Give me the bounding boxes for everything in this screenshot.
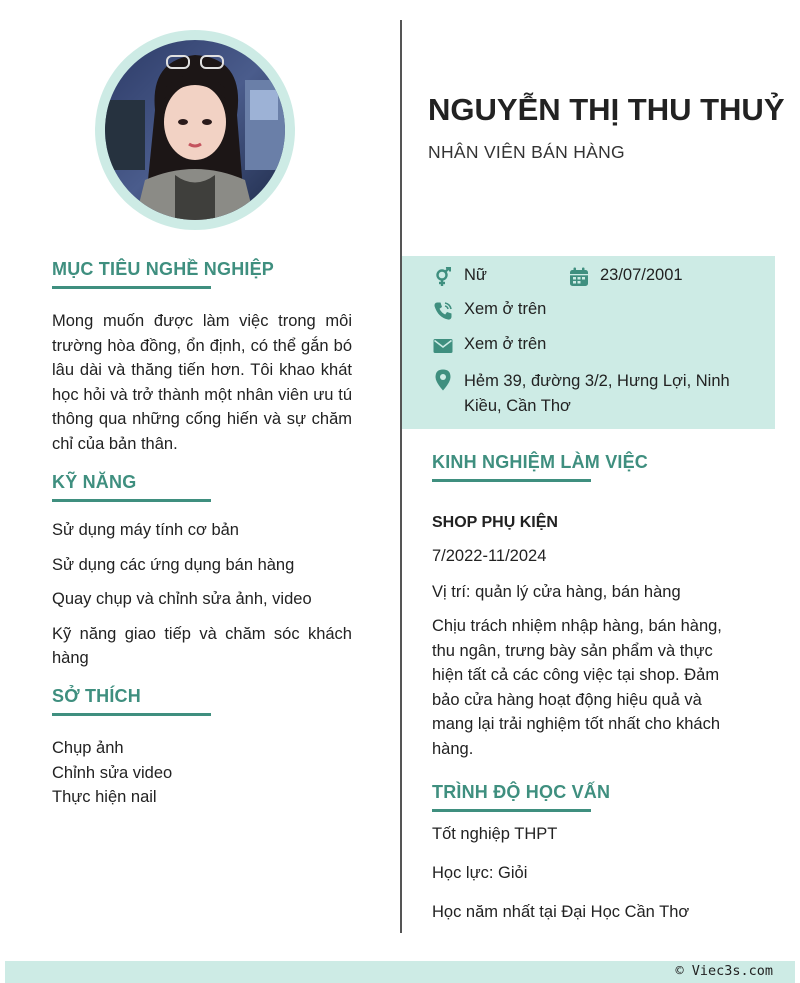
candidate-name: NGUYỄN THỊ THU THUỶ <box>428 92 785 127</box>
objective-section <box>52 259 352 456</box>
phone-row <box>432 300 546 322</box>
skill-item: Kỹ năng giao tiếp và chăm sóc khách hàng <box>52 624 352 667</box>
email-row <box>432 335 546 357</box>
hobby-item: Chỉnh sửa video <box>52 763 173 782</box>
hobby-item: Chụp ảnh <box>52 739 124 757</box>
education-item: Học lực: Giỏi <box>432 863 528 882</box>
phone-icon <box>432 300 454 322</box>
section-title: KỸ NĂNG <box>52 472 211 502</box>
avatar <box>105 40 285 220</box>
education-item: Học năm nhất tại Đại Học Cần Thơ <box>432 903 690 921</box>
section-title: SỞ THÍCH <box>52 686 211 716</box>
candidate-role: NHÂN VIÊN BÁN HÀNG <box>428 142 625 162</box>
footer-credit: © Viec3s.com <box>675 963 773 979</box>
email-icon <box>432 335 454 357</box>
phone-value: Xem ở trên <box>464 300 547 318</box>
objective-text: Mong muốn được làm việc trong môi trường hòa đồng, ổn định, có thể gắn bó lâu dài và thăng tiến hơn. Tôi khao khát học hỏi và trở thành một nhân viên ưu tú thông qua những cống hiến và sự chăm chỉ của bản thân. <box>52 312 352 453</box>
company-name: SHOP PHỤ KIỆN <box>432 514 558 531</box>
birthday-row <box>568 266 683 288</box>
job-description: Chịu trách nhiệm nhập hàng, bán hàng, thu ngân, trưng bày sản phẩm và thực hiện tất cả các công việc tại shop. Đảm bảo cửa hàng hoạt động hiệu quả và mang lại trải nghiệm tốt nhất cho khách hàng. <box>432 617 722 758</box>
address-line-1: Hẻm 39, đường 3/2, Hưng Lợi, Ninh <box>464 372 730 390</box>
section-title: KINH NGHIỆM LÀM VIỆC <box>432 452 591 482</box>
gender-row <box>432 266 487 288</box>
gender-value: Nữ <box>464 266 487 284</box>
address-line-2: Kiều, Cần Thơ <box>464 396 571 415</box>
gender-icon <box>432 266 454 288</box>
job-position: Vị trí: quản lý cửa hàng, bán hàng <box>432 582 681 601</box>
hobbies-section <box>52 686 352 810</box>
section-title: MỤC TIÊU NGHỀ NGHIỆP <box>52 259 211 289</box>
skills-section <box>52 472 352 680</box>
skill-item: Quay chụp và chỉnh sửa ảnh, video <box>52 590 312 608</box>
education-section <box>432 782 747 925</box>
hobby-item: Thực hiện nail <box>52 788 157 806</box>
address-row <box>432 369 730 418</box>
job-period: 7/2022-11/2024 <box>432 547 547 565</box>
location-icon <box>432 369 454 391</box>
section-title: TRÌNH ĐỘ HỌC VẤN <box>432 782 591 812</box>
skill-item: Sử dụng máy tính cơ bản <box>52 521 239 539</box>
calendar-icon <box>568 266 590 288</box>
contact-panel <box>402 256 775 429</box>
experience-section <box>432 452 747 761</box>
birthday-value: 23/07/2001 <box>600 266 683 284</box>
avatar-frame <box>95 30 295 230</box>
column-divider <box>400 20 402 933</box>
education-item: Tốt nghiệp THPT <box>432 825 558 843</box>
footer-bar <box>5 961 795 983</box>
email-value: Xem ở trên <box>464 335 547 353</box>
skill-item: Sử dụng các ứng dụng bán hàng <box>52 555 295 574</box>
